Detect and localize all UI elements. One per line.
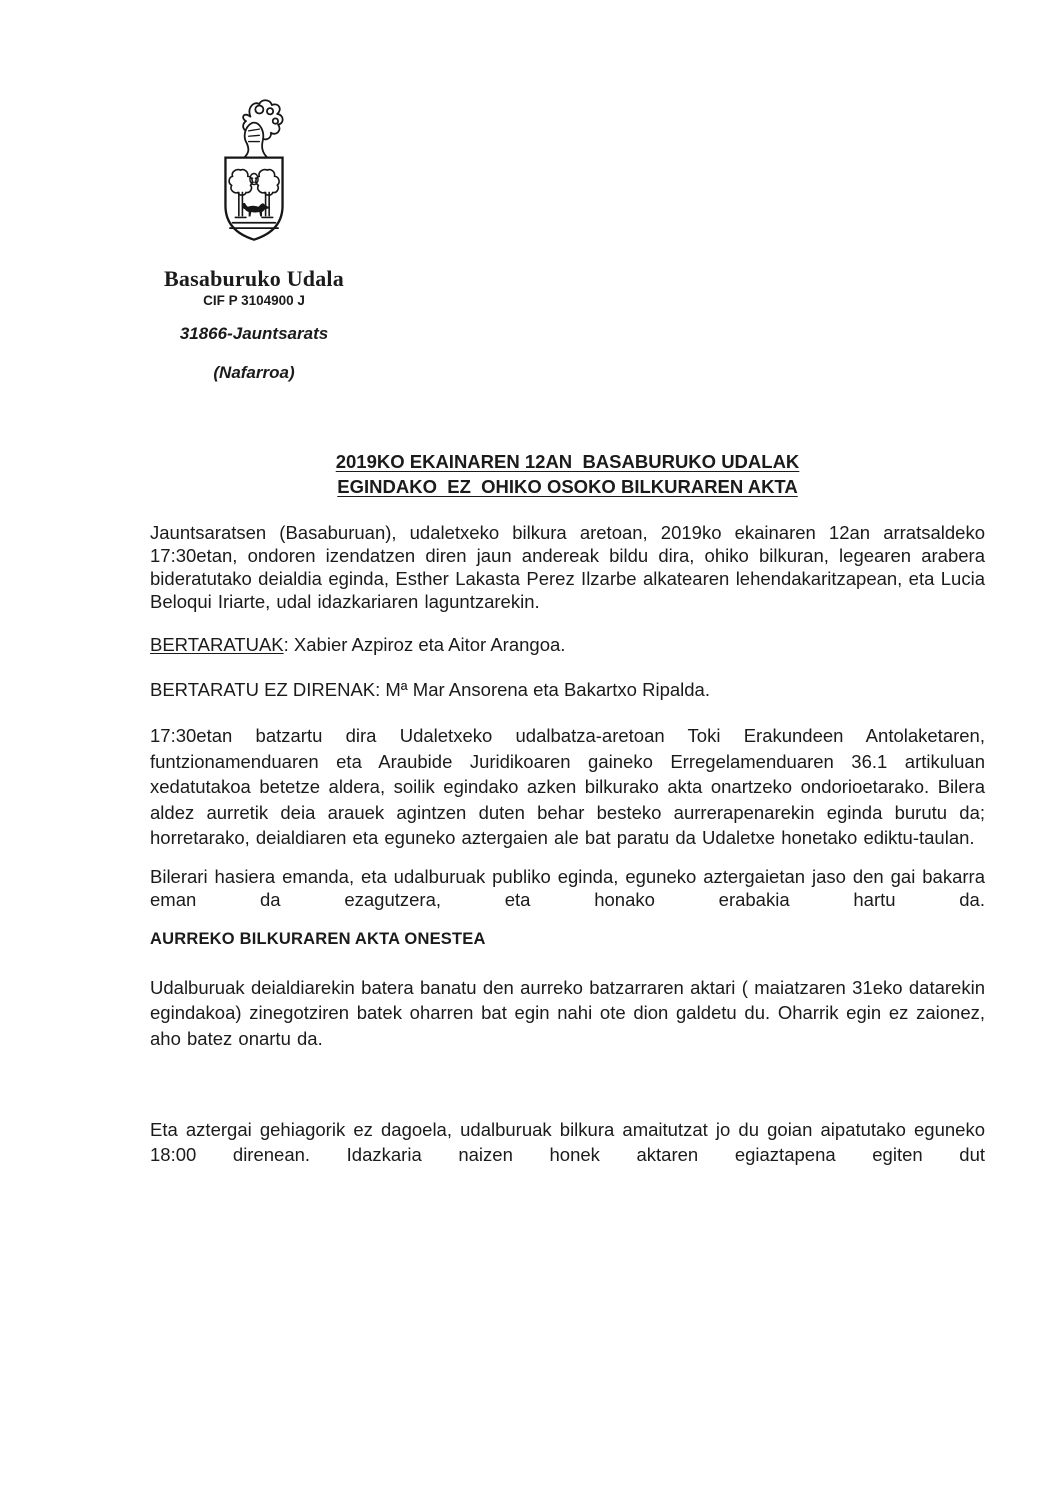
org-region: (Nafarroa): [213, 363, 295, 382]
document-body: [150, 449, 985, 1167]
paragraph-agenda: Bilerari hasiera emanda, eta udalburuak publiko eginda, eguneko aztergaietan jaso den gai bakarra eman da ezagutzera, eta honako erabakia hartu da.: [150, 865, 985, 910]
letterhead: [113, 97, 395, 383]
org-postal: 31866-Jauntsarats: [179, 324, 329, 343]
attendees-line: [150, 633, 985, 656]
attendees-names: : Xabier Azpiroz eta Aitor Arangoa.: [283, 634, 566, 655]
org-name: Basaburuko Udala: [164, 266, 344, 291]
paragraph-closing: Eta aztergai gehiagorik ez dagoela, udalburuak bilkura amaitutzat jo du goian aipatutako eguneko 18:00 direnean. Idazkaria naizen honek aktaren egiaztapena egiten dut: [150, 1119, 985, 1165]
attendees-label: BERTARATUAK: [150, 634, 284, 655]
absent-line: BERTARATU EZ DIRENAK: Mª Mar Ansorena eta Bakartxo Ripalda.: [150, 679, 710, 700]
section-heading: AURREKO BILKURAREN AKTA ONESTEA: [150, 929, 486, 948]
document-title-line2: EGINDAKO EZ OHIKO OSOKO BILKURAREN AKTA: [337, 476, 798, 497]
document-title: [150, 449, 985, 499]
document-title-line1: 2019KO EKAINAREN 12AN BASABURUKO UDALAK: [335, 451, 800, 472]
org-cif: CIF P 3104900 J: [203, 293, 305, 308]
coat-of-arms-icon: [208, 97, 300, 262]
paragraph-meeting-rules: 17:30etan batzartu dira Udaletxeko udalbatza-aretoan Toki Erakundeen Antolaketaren, funtzionamenduaren eta Araubide Juridikoaren gaineko Erregelamenduaren 36.1 artikuluan xedatutakoa betetze aldera, soilik egindako azken bilkurako akta onartzeko ondorioetarako. Bilera aldez aurretik deia arauek agintzen duten behar besteko aurrerapenarekin eginda burutu da; horretarako, deialdiaren eta eguneko aztergaien ale bat paratu da Udaletxe honetako ediktu-taulan.: [150, 725, 985, 848]
paragraph-minutes-approval: Udalburuak deialdiarekin batera banatu den aurreko batzarraren aktari ( maiatzaren 31eko datarekin egindakoa) zinegotziren batek oharren bat egin nahi ote dion galdetu du. Oharrik egin ez zaionez, aho batez onartu da.: [150, 976, 985, 1049]
paragraph-intro: Jauntsaratsen (Basaburuan), udaletxeko bilkura aretoan, 2019ko ekainaren 12an arratsaldeko 17:30etan, ondoren izendatzen diren jaun andereak bildu dira, ohiko bilkuran, legearen arabera bideratutako deialdia eginda, Esther Lakasta Perez Ilzarbe alkatearen lehendakaritzapean, eta Lucia Beloqui Iriarte, udal idazkariaren laguntzarekin.: [150, 522, 985, 612]
